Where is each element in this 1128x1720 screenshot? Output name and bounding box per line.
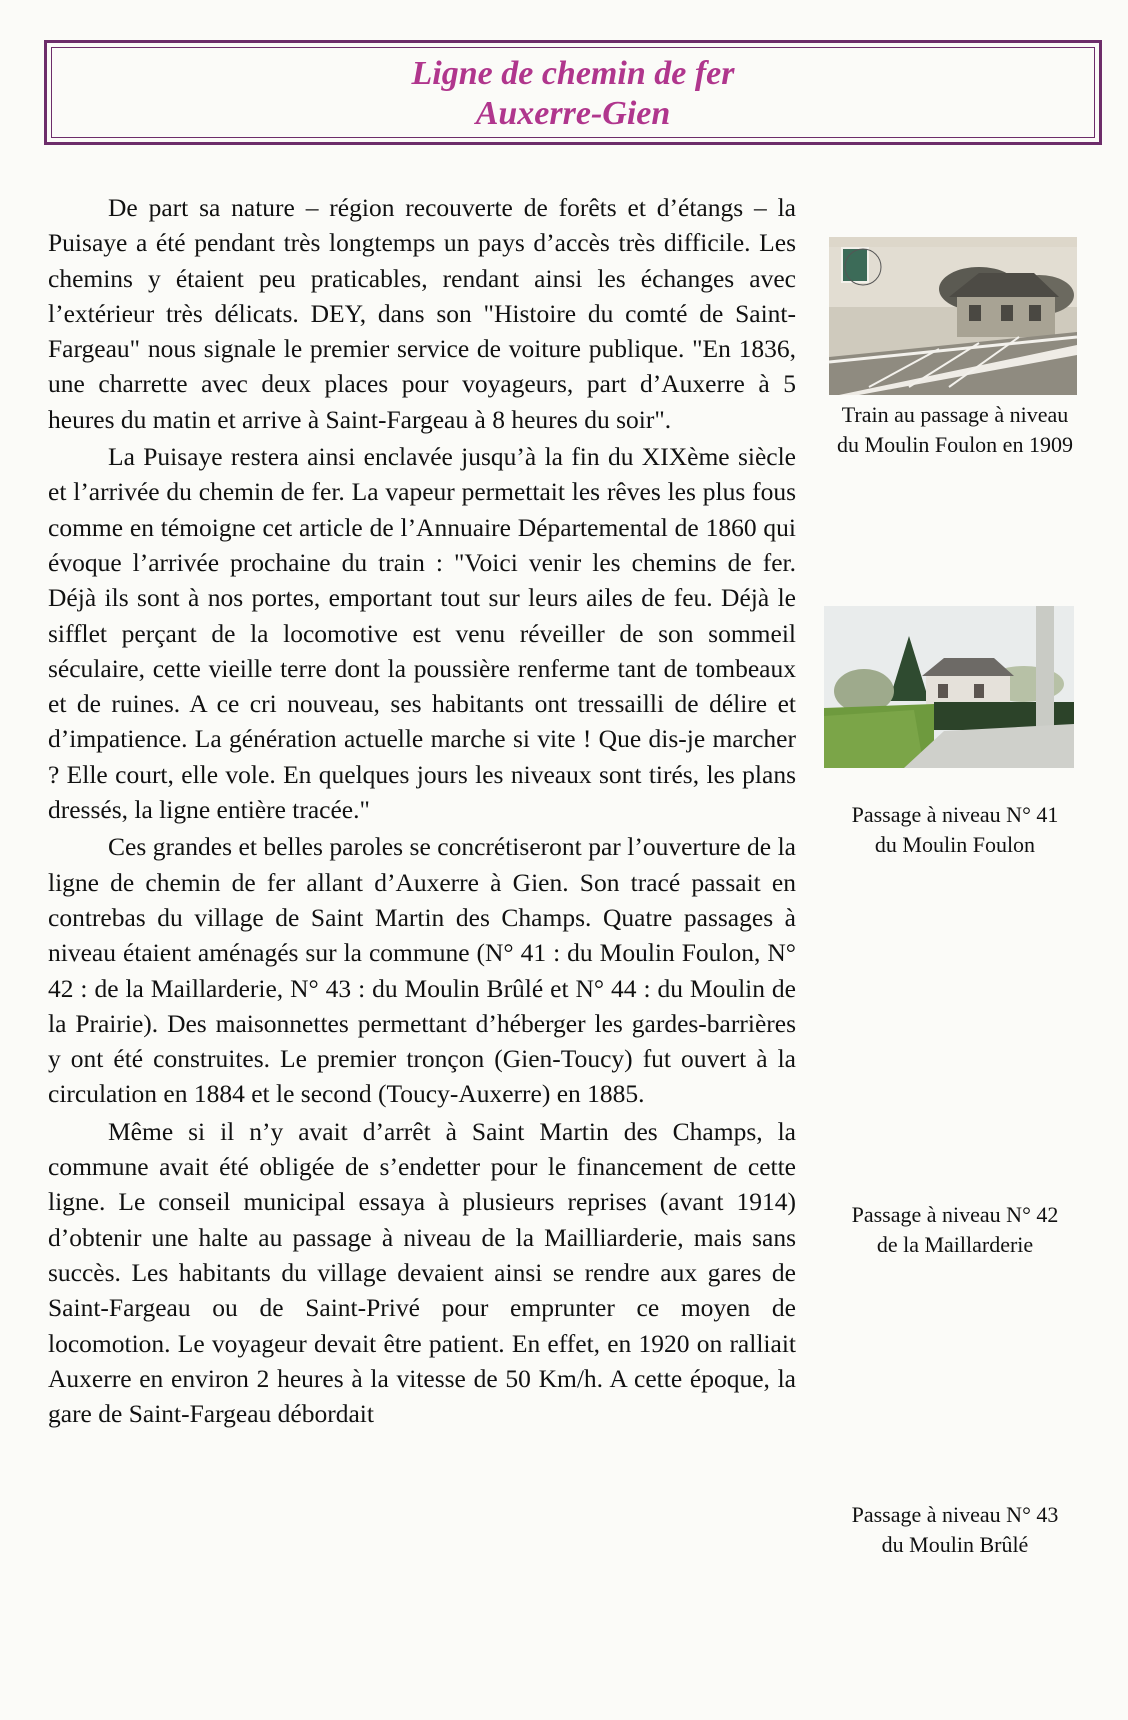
paragraph-3: Ces grandes et belles paroles se concrétiseront par l’ouverture de la ligne de chemin de fer allant d’Auxerre à Gien. Son tracé passait en contrebas du village de Saint Martin des Champs. Quatre passages à niveau étaient aménagés sur la commune (N° 41 : du Moulin Foulon, N° 42 : de la Maillarderie, N° 43 : du Moulin Brûlé et N° 44 : du Moulin de la Prairie). Des maisonnettes permettant d’héberger les gardes-barrières y ont été construites. Le premier tronçon (Gien-Toucy) fut ouvert à la circulation en 1884 et le second (Toucy-Auxerre) en 1885. [48,832,796,1109]
paragraph-1: De part sa nature – région recouverte de forêts et d’étangs – la Puisaye a été pendant très longtemps un pays d’accès très difficile. Les chemins y étaient peu praticables, rendant ainsi les échanges avec l’extérieur très délicats. DEY, dans son "Histoire du comté de Saint-Fargeau" nous signale le premier service de voiture publique. "En 1836, une charrette avec deux places pour voyageurs, part d’Auxerre à 5 heures du matin et arrive à Saint-Fargeau à 8 heures du soir". [48,193,796,434]
caption-1-line-2: du Moulin Foulon en 1909 [837,432,1073,457]
caption-2-line-2: du Moulin Foulon [874,832,1036,857]
caption-photo-3 [805,1200,1105,1260]
caption-photo-4 [805,1500,1105,1560]
caption-2-line-1: Passage à niveau N° 41 [851,802,1059,827]
title-line-1: Ligne de chemin de fer [411,55,735,92]
postcard-photo-moulin-foulon-1909 [829,237,1077,395]
title-box [44,40,1102,145]
photo-passage-niveau-41 [824,606,1074,768]
caption-4-line-1: Passage à niveau N° 43 [851,1502,1059,1527]
caption-3-line-1: Passage à niveau N° 42 [851,1202,1059,1227]
caption-4-line-2: du Moulin Brûlé [881,1532,1029,1557]
caption-1-line-1: Train au passage à niveau [841,402,1069,427]
paragraph-4: Même si il n’y avait d’arrêt à Saint Martin des Champs, la commune avait été obligée de s’endetter pour le financement de cette ligne. Le conseil municipal essaya à plusieurs reprises (avant 1914) d’obtenir une halte au passage à niveau de la Mailliarderie, mais sans succès. Les habitants du village devaient ainsi se rendre aux gares de Saint-Fargeau ou de Saint-Privé pour emprunter ce moyen de locomotion. Le voyageur devait être patient. En effet, en 1920 on ralliait Auxerre en environ 2 heures à la vitesse de 50 Km/h. A cette époque, la gare de Saint-Fargeau débordait [48,1116,796,1429]
article-body [48,190,796,1431]
caption-3-line-2: de la Maillarderie [876,1232,1034,1257]
title-line-2: Auxerre-Gien [475,95,671,132]
paragraph-2: La Puisaye restera ainsi enclavée jusqu’à la fin du XIXème siècle et l’arrivée du chemin de fer. La vapeur permettait les rêves les plus fous comme en témoigne cet article de l’Annuaire Départemental de 1860 qui évoque l’arrivée prochaine du train : "Voici venir les chemins de fer. Déjà ils sont à nos portes, emportant tout sur leurs ailes de feu. Déjà le sifflet perçant de la locomotive est venu réveiller de son sommeil séculaire, cette vieille terre dont la poussière renferme tant de tombeaux et de ruines. A ce cri nouveau, ses habitants ont tressailli de délire et d’impatience. La génération actuelle marche si vite ! Que dis-je marcher ? Elle court, elle vole. En quelques jours les niveaux sont tirés, les plans dressés, la ligne entière tracée." [48,442,796,825]
caption-photo-2 [805,800,1105,860]
caption-photo-1 [800,400,1110,460]
